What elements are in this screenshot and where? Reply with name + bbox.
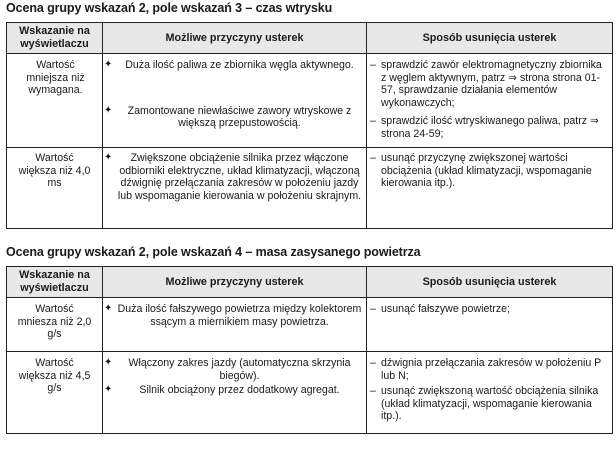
header-causes: Możliwe przyczyny usterek [103,23,367,54]
cause-item: ✦ Silnik obciążony przez dodatkowy agregat. [104,384,340,397]
section2-title: Ocena grupy wskazań 2, pole wskazań 4 – masa zasysanego powietrza [6,245,421,259]
cause-item: ✦ Duża ilość paliwa ze zbiornika węgla aktywnego. [104,59,354,71]
display-value: Wartość większa niż 4,5 g/s [18,357,91,395]
bullet-icon: ✦ [104,357,113,368]
air-mass-table [6,266,613,434]
table-row [7,298,613,352]
header-causes: Możliwe przyczyny usterek [103,267,367,298]
display-value: Wartość większa niż 4,0 ms [18,152,91,190]
section1-title: Ocena grupy wskazań 2, pole wskazań 3 – czas wtrysku [6,1,333,15]
cause-item: ✦ Zamontowane niewłaściwe zawory wtryskowe z większą przepustowością. [104,104,352,130]
header-display: Wskazanie na wyświetlaczu [7,267,103,298]
table-row [7,54,613,148]
bullet-icon: ✦ [104,303,113,314]
header-fixes: Sposób usunięcia usterek [367,267,613,298]
cause-item: ✦ Duża ilość fałszywego powietrza między kolektorem ssącym a miernikiem masy powietrza. [104,303,362,328]
table-header-row [7,267,613,298]
cause-item: ✦ Zwiększone obciążenie silnika przez włączone odbiorniki elektryczne, układ klimatyzacji, włączoną dźwignię przełączania zakresów w położeniu jazdy lub wspomaganie kierowania w położeniu skrajnym. [104,152,362,202]
display-value: Wartość mniesza niż 2,0 g/s [17,303,92,341]
injection-time-table [6,22,613,229]
header-display: Wskazanie na wyświetlaczu [7,23,103,54]
bullet-icon: ✦ [104,59,113,70]
display-value: Wartość mniejsza niż wymagana. [26,59,85,97]
table-row [7,148,613,229]
bullet-icon: ✦ [104,104,113,116]
fix-item: – usunąć fałszywe powietrze; [370,303,510,315]
fix-item: – usunąć zwiększoną wartość obciążenia silnika (układ klimatyzacji, wspomaganie kierowania itp.). [370,385,599,423]
fix-item: – dźwignia przełączania zakresów w położeniu P lub N; [370,357,602,382]
table-header-row [7,23,613,54]
fix-item: – usunąć przyczynę zwiększonej wartości obciążenia (układ klimatyzacji, wspomaganie kierowania itp.). [370,152,592,190]
bullet-icon: ✦ [104,384,113,396]
header-fixes: Sposób usunięcia usterek [367,23,613,54]
table-row [7,352,613,434]
bullet-icon: ✦ [104,152,113,163]
cause-item: ✦ Włączony zakres jazdy (automatyczna skrzynia biegów). [104,357,351,382]
fix-item: – sprawdzić zawór elektromagnetyczny zbiornika z węglem aktywnym, patrz ⇒ strona strona 01-57, sprawdzanie działania elementów wykonawczych; [370,59,602,109]
fix-item: – sprawdzić ilość wtryskiwanego paliwa, patrz ⇒ strona 24-59; [370,115,599,140]
